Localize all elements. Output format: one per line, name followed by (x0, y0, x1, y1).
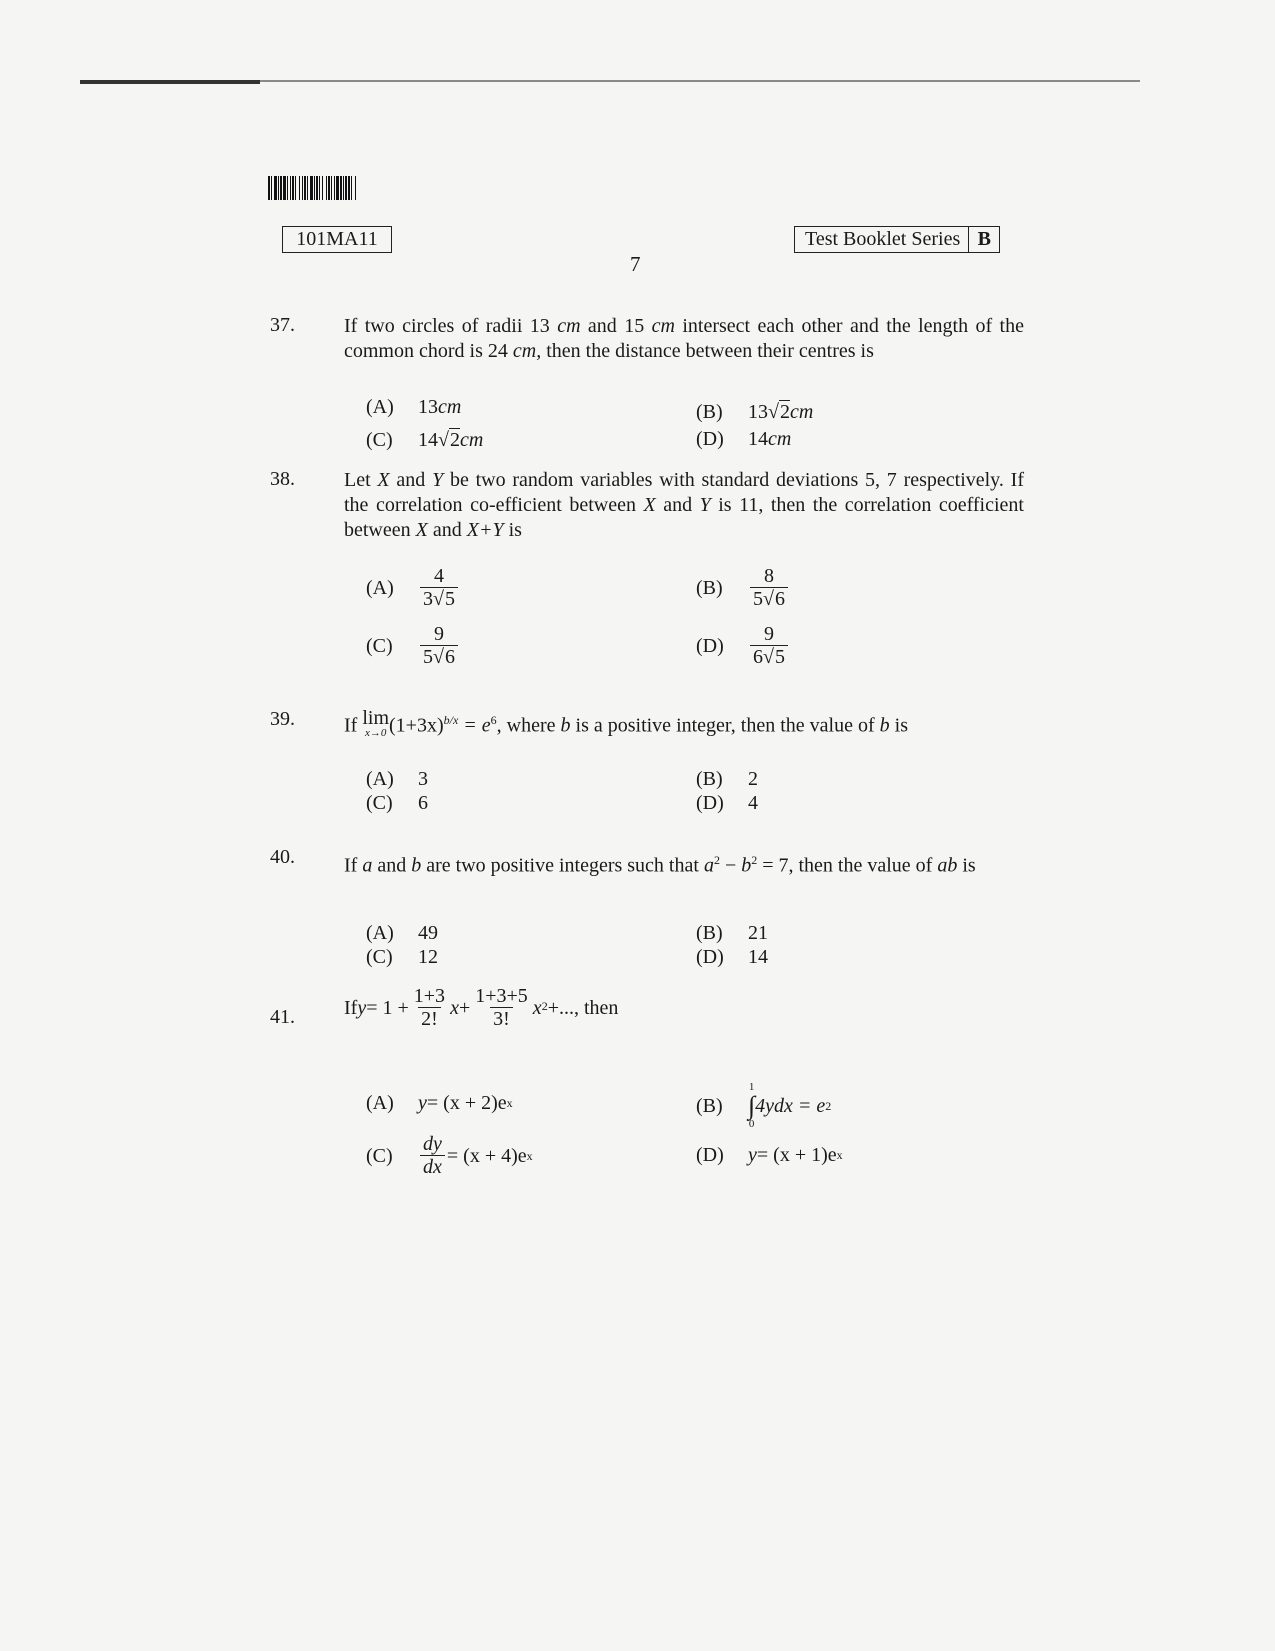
question-text: If two circles of radii 13 cm and 15 cm intersect each other and the length of the common chord is 24 cm, then the distance between their centres is (344, 315, 1024, 362)
question-text: If a and b are two positive integers such that $a^2 - b^2 = 7$, then the value of ab is (344, 853, 976, 877)
option-40-a[interactable]: (A) 49 (366, 922, 438, 944)
paper-code-box (282, 226, 392, 253)
question-number: 40. (270, 846, 295, 868)
option-40-b[interactable]: (B) 21 (696, 922, 768, 944)
question-number: 38. (270, 468, 295, 490)
question-number: 39. (270, 708, 295, 730)
option-41-d[interactable]: (D) y = (x + 1)e x (696, 1144, 843, 1166)
option-41-a[interactable]: (A) y = (x + 2)e x (366, 1092, 513, 1114)
question-number: 41. (270, 1006, 295, 1028)
question-text: If y = 1 + $\frac{1+3}{2!}$ x + $\frac{1+3+5}{3!}$ x 2 +..., then (344, 985, 619, 1030)
question-text: Let X and Y be two random variables with standard deviations 5, 7 respectively. If the correlation co-efficient between X and Y is 11, then the correlation coefficient between X and X+Y is (344, 469, 1024, 541)
option-38-a[interactable]: (A) $\frac{4}{3√5}$ (366, 566, 460, 610)
option-38-d[interactable]: (D) $\frac{9}{6√5}$ (696, 624, 790, 668)
option-39-b[interactable]: (B) 2 (696, 768, 758, 790)
question-number: 37. (270, 314, 295, 336)
option-38-c[interactable]: (C) $\frac{9}{5√6}$ (366, 624, 460, 668)
option-41-b[interactable]: (B) 1 ∫ 0 4ydx = e 2 (696, 1081, 832, 1130)
option-39-c[interactable]: (C) 6 (366, 792, 428, 814)
page-number: 7 (630, 252, 641, 276)
option-37-c[interactable]: (C) 14 √ 2 cm (366, 428, 484, 451)
series-box (794, 226, 1000, 253)
top-scan-rule-dark (80, 80, 260, 84)
option-40-d[interactable]: (D) 14 (696, 946, 768, 968)
barcode (268, 176, 470, 200)
option-37-d[interactable]: (D) 14 cm (696, 428, 792, 450)
option-38-b[interactable]: (B) $\frac{8}{5√6}$ (696, 566, 790, 610)
option-39-d[interactable]: (D) 4 (696, 792, 758, 814)
option-37-a[interactable]: (A) 13 cm (366, 396, 462, 418)
series-label: Test Booklet Series (805, 228, 961, 250)
option-39-a[interactable]: (A) 3 (366, 768, 428, 790)
question-text: If lim x→0 $(1+3x)^{b/x} = e^6$, where b is a positive integer, then the value of b is (344, 707, 908, 739)
option-37-b[interactable]: (B) 13 √ 2 cm (696, 400, 814, 423)
option-41-c[interactable]: (C) $\frac{dy}{dx}$ = (x + 4)e x (366, 1133, 533, 1178)
paper-code: 101MA11 (296, 228, 378, 250)
barcode-bar (356, 176, 357, 200)
option-40-c[interactable]: (C) 12 (366, 946, 438, 968)
series-letter: B (968, 227, 999, 252)
